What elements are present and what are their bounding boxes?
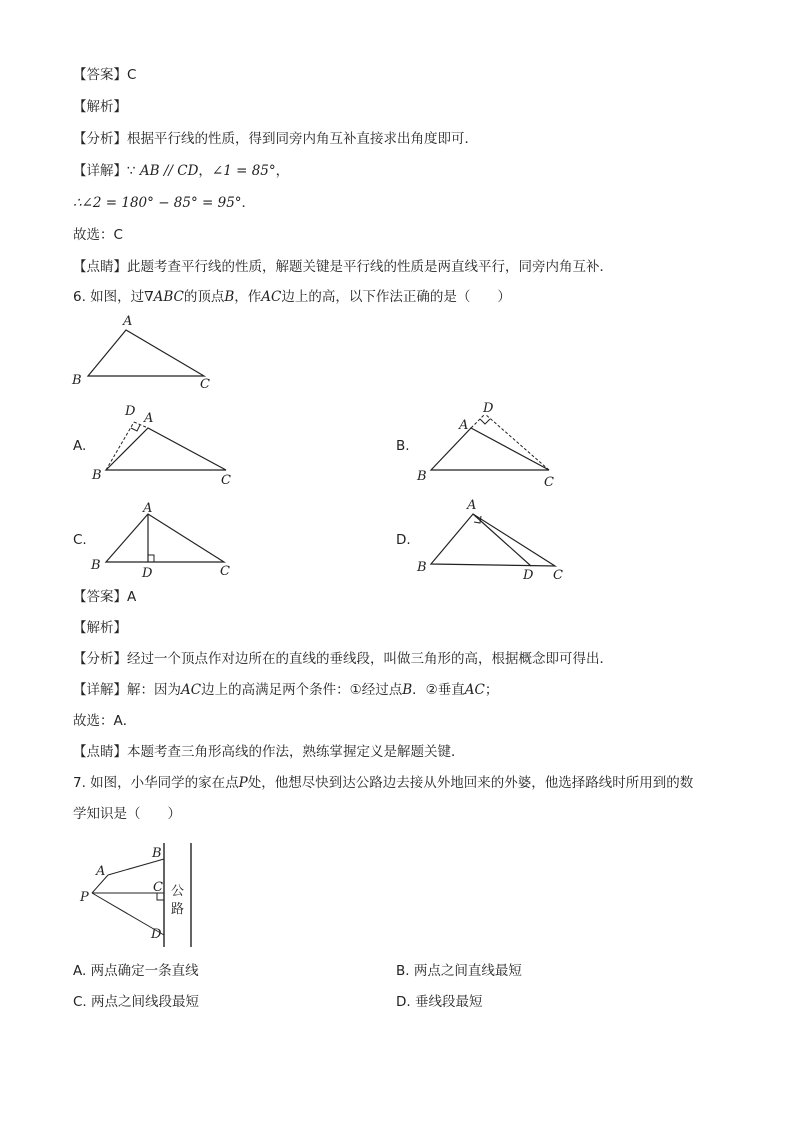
q6-choose: 故选：A． (73, 713, 137, 729)
q6-stem-part-4: 边上的高，以下作法正确的是（ ） (281, 289, 511, 305)
q6-math-ac: AC (261, 289, 282, 305)
q6-stem-part-3: ，作 (234, 289, 262, 305)
q6-b-point-a: A (459, 418, 469, 433)
q7-point-c: C (153, 880, 163, 895)
q6-main-triangle (88, 330, 204, 376)
q6-option-b-label: B. (396, 438, 410, 454)
q6-detail-part-2: 边上的高满足两个条件：①经过点 (201, 682, 403, 698)
q6-detail-tag: 【详解】 (73, 682, 127, 698)
q7-option-a: A. 两点确定一条直线 (73, 963, 199, 979)
q5-fenxi-line (73, 130, 478, 148)
q6-analysis-tag: 【解析】 (73, 620, 127, 636)
q6-a-point-b: B (92, 468, 102, 483)
q6-d-point-a: A (467, 498, 477, 513)
q6-b-point-b: B (417, 469, 427, 484)
q6-d-segment-ad (473, 514, 531, 566)
q6-detail-part-3: ．②垂直 (412, 682, 465, 698)
q6-main-triangle-figure (66, 310, 226, 395)
q6-option-a-figure (88, 398, 238, 490)
q7-stem-line-2: 学知识是（ ） (73, 806, 181, 822)
q5-dianjing: 此题考查平行线的性质，解题关键是平行线的性质是两直线平行，同旁内角互补． (127, 259, 613, 275)
q7-option-d: D. 垂线段最短 (396, 994, 483, 1010)
q7-stem-part-1: 7. 如图，小华同学的家在点 (73, 775, 239, 791)
q6-answer-line (73, 588, 136, 606)
q7-road-label-1: 公 (171, 884, 185, 899)
q6-c-point-b: B (91, 558, 101, 573)
q7-segment-ab (108, 859, 164, 875)
q5-dianjing-tag: 【点睛】 (73, 259, 127, 275)
q6-math-b: B (224, 289, 235, 305)
q6-dianjing-line (73, 743, 465, 761)
q6-d-point-b: B (417, 560, 427, 575)
q6-stem-part-1: 6. 如图，过 (73, 289, 145, 305)
q7-point-p: P (80, 890, 89, 905)
q5-answer-line (73, 66, 136, 84)
q5-choose: 故选：C (73, 227, 123, 243)
q5-fenxi-tag: 【分析】 (73, 131, 127, 147)
q6-option-d-label: D. (396, 532, 411, 548)
q6-answer: A (127, 589, 137, 605)
q6-d-point-d: D (523, 568, 534, 583)
q5-fenxi: 根据平行线的性质，得到同旁内角互补直接求出角度即可． (127, 131, 478, 147)
q6-main-point-b: B (72, 373, 82, 388)
q6-detail-line (73, 681, 498, 699)
q5-detail-tag: 【详解】 (73, 163, 127, 179)
q6-a-point-a: A (144, 411, 154, 426)
q6-fenxi-line (73, 650, 613, 668)
q7-option-c: C. 两点之间线段最短 (73, 994, 200, 1010)
q6-option-c-label: C. (73, 532, 87, 548)
q6-stem (73, 288, 511, 306)
q6-b-point-c: C (544, 475, 554, 490)
q6-detail-math-b: B (402, 682, 413, 698)
q6-detail-math-ac-2: AC (464, 682, 485, 698)
q6-math-triangle: ∇ABC (144, 289, 184, 305)
q6-option-a-label: A. (73, 438, 87, 454)
q6-dianjing-tag: 【点睛】 (73, 744, 127, 760)
q6-c-point-a: A (143, 501, 153, 516)
q7-stem-line-1 (73, 774, 693, 792)
q7-road-figure (78, 835, 208, 955)
q6-a-triangle (106, 428, 226, 470)
q5-dianjing-line (73, 258, 613, 276)
q6-dianjing: 本题考查三角形高线的作法，熟练掌握定义是解题关键． (127, 744, 465, 760)
q6-fenxi: 经过一个顶点作对边所在的直线的垂线段，叫做三角形的高，根据概念即可得出． (127, 651, 613, 667)
q6-d-triangle (431, 514, 555, 566)
q5-math-angle1: ∠1 = 85° (211, 163, 276, 179)
q6-c-point-d: D (142, 566, 153, 581)
q6-option-b-figure (413, 398, 563, 490)
q5-detail-period: ． (241, 195, 256, 211)
q6-stem-part-2: 的顶点 (183, 289, 225, 305)
q6-option-d-figure (413, 494, 573, 586)
q5-detail-comma-1: ， (198, 163, 212, 179)
q6-fenxi-tag: 【分析】 (73, 651, 127, 667)
q5-answer-tag: 【答案】 (73, 67, 127, 83)
q6-detail-math-ac-1: AC (181, 682, 202, 698)
q7-road-label-2: 路 (171, 902, 185, 917)
q6-option-c-figure (88, 496, 238, 586)
q6-c-right-angle (148, 555, 154, 562)
q6-b-right-angle (480, 419, 490, 424)
q7-point-d: D (151, 927, 162, 942)
q6-c-point-c: C (220, 564, 230, 579)
q6-b-point-d: D (483, 401, 494, 416)
q6-answer-tag: 【答案】 (73, 589, 127, 605)
q7-math-p: P (238, 775, 248, 791)
q5-detail-line-1 (73, 162, 289, 180)
q5-analysis-tag: 【解析】 (73, 99, 127, 115)
q6-a-point-d: D (125, 404, 136, 419)
q5-detail-line-2 (73, 194, 255, 212)
q7-stem-part-2: 处，他想尽快到达公路边去接从外地回来的外婆，他选择路线时所用到的数 (247, 775, 694, 791)
q6-main-point-c: C (200, 377, 210, 392)
q6-detail-part-1: 解：因为 (127, 682, 181, 698)
q5-math-angle2: ∴∠2 = 180° − 85° = 95° (73, 195, 242, 211)
q6-d-point-c: C (553, 568, 563, 583)
q6-detail-part-4: ； (484, 682, 499, 698)
q5-answer: C (127, 67, 137, 83)
q6-main-point-a: A (123, 314, 133, 329)
q5-math-parallel: AB // CD (139, 163, 199, 179)
q6-c-triangle (106, 514, 224, 562)
q5-detail-because: ∵ (127, 163, 140, 179)
q6-b-triangle (431, 428, 549, 470)
q6-a-right-angle (131, 425, 140, 431)
q6-b-height (485, 414, 549, 470)
q7-point-a: A (96, 864, 106, 879)
q7-option-b: B. 两点之间直线最短 (396, 963, 522, 979)
q6-b-extension (471, 414, 485, 428)
q5-detail-comma-2: ， (275, 163, 290, 179)
q6-a-point-c: C (221, 473, 231, 488)
q7-point-b: B (152, 846, 162, 861)
